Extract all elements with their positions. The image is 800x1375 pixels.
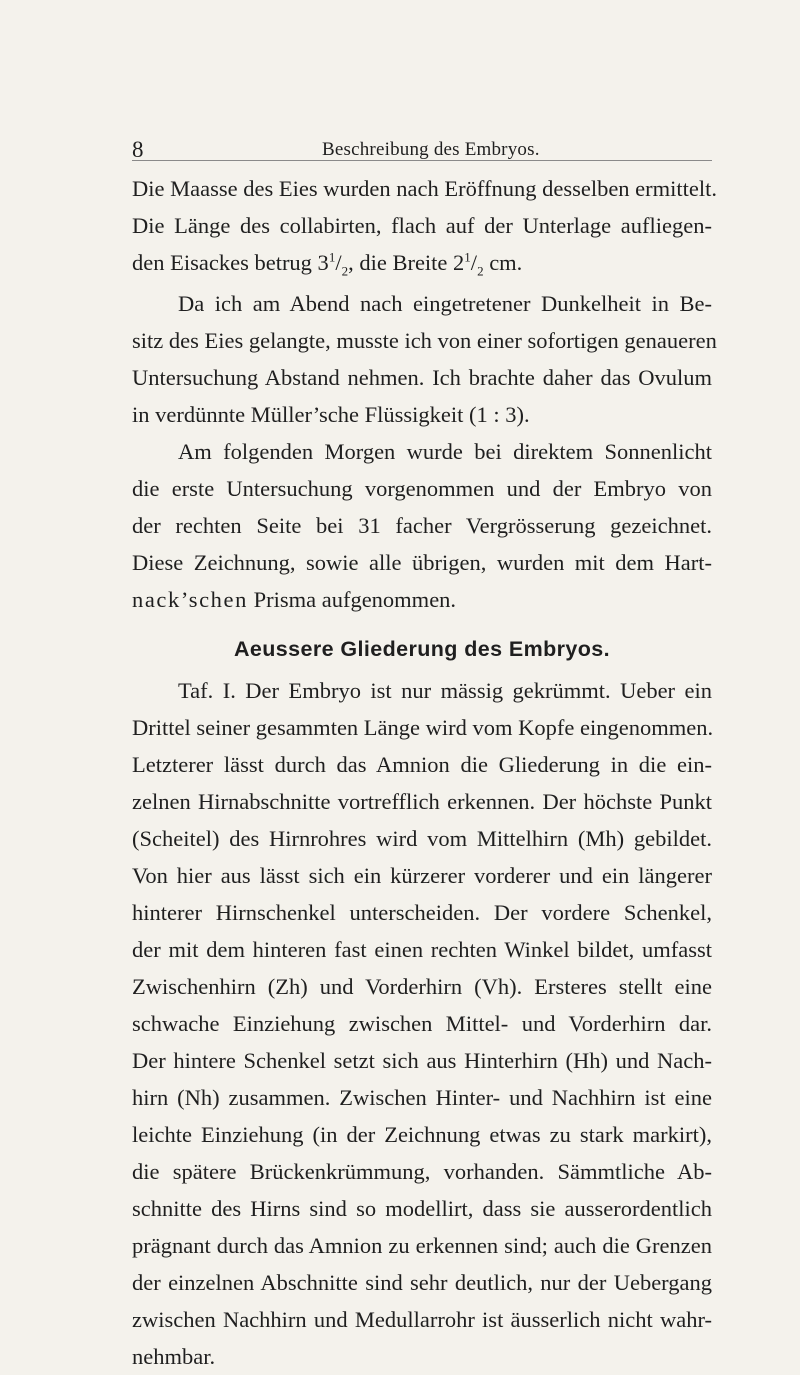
running-title: Beschreibung des Embryos. — [322, 139, 540, 160]
section-heading: Aeussere Gliederung des Embryos. — [233, 637, 611, 661]
text-line: zelnen Hirnabschnitte vortrefflich erkennen. Der höchste Punkt — [132, 789, 712, 814]
text-line: Der hintere Schenkel setzt sich aus Hinterhirn (Hh) und Nach- — [132, 1048, 712, 1073]
text-run: cm. — [483, 250, 523, 275]
text-line: hirn (Nh) zusammen. Zwischen Hinter- und Nachhirn ist eine — [132, 1085, 712, 1110]
fraction-numerator: 1 — [464, 249, 471, 265]
spaced-name: nack’schen — [132, 587, 248, 612]
text-line: der einzelnen Abschnitte sind sehr deutlich, nur der Uebergang — [132, 1270, 712, 1295]
paragraph-aeussere-gliederung — [132, 672, 712, 1338]
fraction-denominator: 2 — [341, 263, 349, 279]
text-line: (Scheitel) des Hirnrohres wird vom Mittelhirn (Mh) gebildet. — [132, 826, 712, 851]
text-line: die erste Untersuchung vorgenommen und der Embryo von — [132, 476, 712, 501]
text-line: Am folgenden Morgen wurde bei direktem Sonnenlicht — [178, 439, 712, 464]
text-line: Von hier aus lässt sich ein kürzerer vorderer und ein längerer — [132, 863, 712, 888]
page-number: 8 — [132, 137, 144, 162]
text-line: Da ich am Abend nach eingetretener Dunkelheit in Be- — [178, 291, 712, 316]
text-line: den Eisackes betrug $3^1/_2$, die Breite $2^1/_2$ cm. — [132, 249, 523, 279]
fraction-denominator: 2 — [477, 263, 484, 279]
text-line: schwache Einziehung zwischen Mittel- und Vorderhirn dar. — [132, 1011, 712, 1036]
text-line: leichte Einziehung (in der Zeichnung etwas zu stark markirt), — [132, 1122, 712, 1147]
text-run: den Eisackes betrug 3 — [132, 250, 329, 275]
text-line: der mit dem hinteren fast einen rechten Winkel bildet, umfasst — [132, 937, 712, 962]
text-line: Taf. I. Der Embryo ist nur mässig gekrümmt. Ueber ein — [178, 678, 712, 703]
text-line: zwischen Nachhirn und Medullarrohr ist äusserlich nicht wahr- — [132, 1307, 712, 1332]
text-line: Diese Zeichnung, sowie alle übrigen, wurden mit dem Hart- — [132, 550, 712, 575]
text-line: prägnant durch das Amnion zu erkennen sind; auch die Grenzen — [132, 1233, 712, 1258]
text-line: Untersuchung Abstand nehmen. Ich brachte daher das Ovulum — [132, 365, 712, 390]
text-line: Drittel seiner gesammten Länge wird vom Kopfe eingenommen. — [132, 715, 714, 740]
text-line: der rechten Seite bei 31 facher Vergrösserung gezeichnet. — [132, 513, 712, 538]
text-line: in verdünnte Müller’sche Flüssigkeit (1 : 3). — [132, 402, 530, 427]
text-run: Prisma aufgenommen. — [247, 587, 457, 612]
text-line: schnitte des Hirns sind so modellirt, dass sie ausserordentlich — [132, 1196, 712, 1221]
text-line: Zwischenhirn (Zh) und Vorderhirn (Vh). Ersteres stellt eine — [132, 974, 712, 999]
text-run: , die Breite 2 — [348, 250, 465, 275]
text-line: Die Maasse des Eies wurden nach Eröffnung desselben ermittelt. — [132, 176, 718, 201]
page-body — [132, 170, 718, 1375]
fraction-numerator: 1 — [328, 249, 336, 265]
text-line: die spätere Brückenkrümmung, vorhanden. Sämmtliche Ab- — [132, 1159, 712, 1184]
text-line: Die Länge des collabirten, flach auf der Unterlage aufliegen- — [132, 213, 712, 238]
text-line: Letzterer lässt durch das Amnion die Gliederung in die ein- — [132, 752, 712, 777]
text-line: hinterer Hirnschenkel unterscheiden. Der vordere Schenkel, — [132, 900, 712, 925]
text-line — [132, 581, 712, 618]
header-rule — [132, 160, 712, 161]
text-line: nehmbar. — [132, 1344, 216, 1369]
text-line: sitz des Eies gelangte, musste ich von einer sofortigen genaueren — [132, 328, 717, 353]
